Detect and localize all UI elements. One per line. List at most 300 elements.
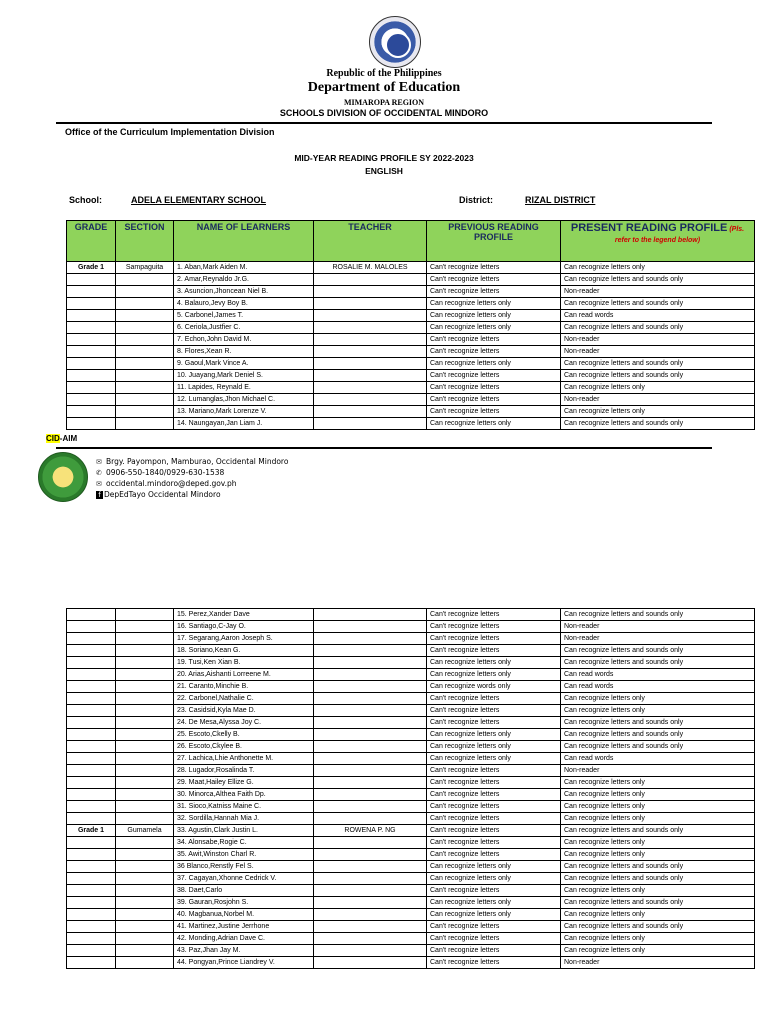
aim-text: -AIM xyxy=(59,434,78,443)
cell-previous-profile: Can recognize letters only xyxy=(427,418,561,430)
cell-present-profile: Can recognize letters and sounds only xyxy=(561,609,755,621)
cell-previous-profile: Can't recognize letters xyxy=(427,813,561,825)
col-present-label: PRESENT READING PROFILE xyxy=(570,222,728,234)
cell-previous-profile: Can't recognize letters xyxy=(427,633,561,645)
cell-learner-name: 15. Perez,Xander Dave xyxy=(174,609,314,621)
cell-present-profile: Can recognize letters only xyxy=(561,777,755,789)
cell-learner-name: 20. Arias,Aishanti Lorreene M. xyxy=(174,669,314,681)
cell-grade xyxy=(67,298,116,310)
cell-previous-profile: Can't recognize letters xyxy=(427,945,561,957)
cell-section xyxy=(116,741,174,753)
cell-previous-profile: Can't recognize letters xyxy=(427,406,561,418)
cell-previous-profile: Can recognize letters only xyxy=(427,909,561,921)
cell-section xyxy=(116,370,174,382)
cell-section xyxy=(116,633,174,645)
cell-previous-profile: Can recognize letters only xyxy=(427,729,561,741)
cell-learner-name: 9. Gaoul,Mark Vince A. xyxy=(174,358,314,370)
cell-teacher xyxy=(314,897,427,909)
cell-previous-profile: Can't recognize letters xyxy=(427,837,561,849)
cell-learner-name: 39. Gauran,Rosjohn S. xyxy=(174,897,314,909)
cell-teacher xyxy=(314,633,427,645)
cell-present-profile: Non-reader xyxy=(561,765,755,777)
cell-teacher xyxy=(314,813,427,825)
cell-grade xyxy=(67,382,116,394)
cell-grade xyxy=(67,717,116,729)
cell-teacher xyxy=(314,765,427,777)
cell-learner-name: 18. Soriano,Kean G. xyxy=(174,645,314,657)
cell-teacher xyxy=(314,346,427,358)
cell-grade xyxy=(67,286,116,298)
cell-previous-profile: Can't recognize letters xyxy=(427,789,561,801)
cell-previous-profile: Can't recognize letters xyxy=(427,957,561,969)
cell-teacher xyxy=(314,274,427,286)
cell-section xyxy=(116,681,174,693)
cell-section xyxy=(116,801,174,813)
cell-teacher xyxy=(314,957,427,969)
division-seal-logo xyxy=(38,452,88,502)
table-row xyxy=(67,933,755,945)
cell-teacher xyxy=(314,753,427,765)
cell-previous-profile: Can't recognize letters xyxy=(427,765,561,777)
cell-present-profile: Can recognize letters and sounds only xyxy=(561,897,755,909)
cell-section xyxy=(116,849,174,861)
cell-present-profile: Can recognize letters only xyxy=(561,945,755,957)
cell-previous-profile: Can't recognize letters xyxy=(427,609,561,621)
table-row xyxy=(67,394,755,406)
cell-previous-profile: Can recognize letters only xyxy=(427,310,561,322)
cell-section xyxy=(116,885,174,897)
report-subject: ENGLISH xyxy=(365,166,403,176)
cell-present-profile: Non-reader xyxy=(561,286,755,298)
table-row xyxy=(67,885,755,897)
cell-learner-name: 25. Escoto,Ckelly B. xyxy=(174,729,314,741)
school-label: School: xyxy=(69,195,102,205)
cell-grade xyxy=(67,777,116,789)
cell-section xyxy=(116,286,174,298)
cell-learner-name: 3. Asuncion,Jhoncean Niel B. xyxy=(174,286,314,298)
cell-grade xyxy=(67,837,116,849)
district-label: District: xyxy=(459,195,494,205)
table-row xyxy=(67,681,755,693)
cell-section xyxy=(116,669,174,681)
cell-learner-name: 22. Carbonel,Nathalie C. xyxy=(174,693,314,705)
cell-present-profile: Can read words xyxy=(561,669,755,681)
col-grade: GRADE xyxy=(67,221,116,262)
cell-learner-name: 21. Caranto,Minchie B. xyxy=(174,681,314,693)
contact-address xyxy=(96,457,288,466)
cell-present-profile: Can recognize letters only xyxy=(561,705,755,717)
cell-present-profile: Can recognize letters and sounds only xyxy=(561,825,755,837)
region-line: MIMAROPA REGION xyxy=(343,98,425,107)
cell-teacher xyxy=(314,609,427,621)
cell-section xyxy=(116,837,174,849)
cell-teacher xyxy=(314,741,427,753)
cell-learner-name: 2. Amar,Reynaldo Jr.G. xyxy=(174,274,314,286)
email-icon: ✉ xyxy=(96,480,102,488)
header-divider xyxy=(56,122,712,124)
cell-section xyxy=(116,897,174,909)
cell-learner-name: 12. Lumanglas,Jhon Michael C. xyxy=(174,394,314,406)
cell-section: Sampaguita xyxy=(116,262,174,274)
cell-section xyxy=(116,394,174,406)
table-row xyxy=(67,633,755,645)
cell-present-profile: Can recognize letters and sounds only xyxy=(561,358,755,370)
cell-grade xyxy=(67,909,116,921)
table-row xyxy=(67,657,755,669)
col-present-note: (Pls. refer to the legend below) xyxy=(614,226,745,244)
cell-learner-name: 31. Sioco,Katniss Maine C. xyxy=(174,801,314,813)
cell-section xyxy=(116,418,174,430)
cell-learner-name: 24. De Mesa,Alyssa Joy C. xyxy=(174,717,314,729)
cell-present-profile: Can recognize letters and sounds only xyxy=(561,657,755,669)
table-row xyxy=(67,298,755,310)
table-row xyxy=(67,286,755,298)
cell-section xyxy=(116,789,174,801)
cell-learner-name: 30. Minorca,Althea Faith Dp. xyxy=(174,789,314,801)
cell-teacher xyxy=(314,717,427,729)
table-row xyxy=(67,861,755,873)
cell-present-profile: Can recognize letters and sounds only xyxy=(561,645,755,657)
cell-section xyxy=(116,609,174,621)
cell-previous-profile: Can't recognize letters xyxy=(427,849,561,861)
cell-section xyxy=(116,861,174,873)
cell-section xyxy=(116,945,174,957)
col-name: NAME OF LEARNERS xyxy=(174,221,314,262)
cell-previous-profile: Can't recognize letters xyxy=(427,933,561,945)
cell-present-profile: Can read words xyxy=(561,310,755,322)
cell-teacher xyxy=(314,861,427,873)
cell-learner-name: 40. Magbanua,Norbel M. xyxy=(174,909,314,921)
table-row xyxy=(67,310,755,322)
cell-grade xyxy=(67,885,116,897)
table-row xyxy=(67,418,755,430)
cell-teacher: ROWENA P. NG xyxy=(314,825,427,837)
cell-grade xyxy=(67,346,116,358)
table-row xyxy=(67,777,755,789)
cell-section xyxy=(116,777,174,789)
cell-section xyxy=(116,921,174,933)
cell-present-profile: Can recognize letters only xyxy=(561,382,755,394)
cell-learner-name: 43. Paz,Jhan Jay M. xyxy=(174,945,314,957)
table-row xyxy=(67,813,755,825)
cell-grade xyxy=(67,945,116,957)
cell-previous-profile: Can recognize letters only xyxy=(427,861,561,873)
cell-grade xyxy=(67,370,116,382)
cell-grade xyxy=(67,873,116,885)
contact-phone xyxy=(96,468,224,477)
deped-seal-logo xyxy=(369,16,421,68)
table-row xyxy=(67,765,755,777)
cell-learner-name: 6. Ceriola,Justfier C. xyxy=(174,322,314,334)
cell-learner-name: 16. Santiago,C-Jay O. xyxy=(174,621,314,633)
cell-section xyxy=(116,274,174,286)
cell-previous-profile: Can't recognize letters xyxy=(427,382,561,394)
cell-present-profile: Can recognize letters and sounds only xyxy=(561,921,755,933)
cell-grade xyxy=(67,801,116,813)
cell-section xyxy=(116,645,174,657)
cell-grade xyxy=(67,645,116,657)
reading-profile-table-page2 xyxy=(66,608,755,969)
cell-section: Gumamela xyxy=(116,825,174,837)
cell-previous-profile: Can't recognize letters xyxy=(427,705,561,717)
cell-teacher xyxy=(314,418,427,430)
table-row xyxy=(67,753,755,765)
cell-previous-profile: Can recognize words only xyxy=(427,681,561,693)
mail-icon: ✉ xyxy=(96,458,102,466)
cell-teacher: ROSALIE M. MALOLES xyxy=(314,262,427,274)
table-row xyxy=(67,382,755,394)
cell-grade xyxy=(67,753,116,765)
cell-learner-name: 13. Mariano,Mark Lorenze V. xyxy=(174,406,314,418)
cell-teacher xyxy=(314,322,427,334)
cell-section xyxy=(116,729,174,741)
table-row xyxy=(67,322,755,334)
cell-previous-profile: Can recognize letters only xyxy=(427,322,561,334)
cell-grade xyxy=(67,406,116,418)
cell-learner-name: 35. Awit,Winston Charl R. xyxy=(174,849,314,861)
cell-grade: Grade 1 xyxy=(67,262,116,274)
cell-teacher xyxy=(314,945,427,957)
table-row xyxy=(67,406,755,418)
cell-teacher xyxy=(314,729,427,741)
cell-grade xyxy=(67,861,116,873)
cell-present-profile: Can recognize letters and sounds only xyxy=(561,729,755,741)
cell-grade xyxy=(67,693,116,705)
cell-section xyxy=(116,873,174,885)
cell-learner-name: 34. Alonsabe,Rogie C. xyxy=(174,837,314,849)
cell-teacher xyxy=(314,370,427,382)
cell-grade xyxy=(67,358,116,370)
cell-teacher xyxy=(314,621,427,633)
contact-email xyxy=(96,479,237,488)
facebook-text: DepEdTayo Occidental Mindoro xyxy=(104,490,221,499)
table-row xyxy=(67,897,755,909)
cell-teacher xyxy=(314,310,427,322)
cell-previous-profile: Can't recognize letters xyxy=(427,645,561,657)
cell-present-profile: Can recognize letters only xyxy=(561,801,755,813)
table-row xyxy=(67,370,755,382)
cell-grade xyxy=(67,621,116,633)
table-row xyxy=(67,789,755,801)
cell-present-profile: Can recognize letters and sounds only xyxy=(561,274,755,286)
cell-section xyxy=(116,753,174,765)
cell-section xyxy=(116,621,174,633)
cell-previous-profile: Can't recognize letters xyxy=(427,921,561,933)
cell-teacher xyxy=(314,669,427,681)
report-title: MID-YEAR READING PROFILE SY 2022-2023 xyxy=(294,153,474,163)
table-row xyxy=(67,621,755,633)
table-row xyxy=(67,873,755,885)
table-row xyxy=(67,921,755,933)
cell-previous-profile: Can recognize letters only xyxy=(427,753,561,765)
cell-learner-name: 8. Flores,Xean R. xyxy=(174,346,314,358)
republic-line: Republic of the Philippines xyxy=(326,68,442,79)
cell-previous-profile: Can't recognize letters xyxy=(427,346,561,358)
cell-present-profile: Can recognize letters and sounds only xyxy=(561,418,755,430)
cell-present-profile: Can recognize letters only xyxy=(561,837,755,849)
cell-teacher xyxy=(314,406,427,418)
cell-grade xyxy=(67,322,116,334)
cell-grade xyxy=(67,274,116,286)
cell-grade xyxy=(67,418,116,430)
table-row xyxy=(67,262,755,274)
cell-learner-name: 41. Martinez,Justine Jerrhone xyxy=(174,921,314,933)
cell-teacher xyxy=(314,681,427,693)
cell-present-profile: Can recognize letters only xyxy=(561,406,755,418)
cell-section xyxy=(116,693,174,705)
cell-teacher xyxy=(314,286,427,298)
cell-teacher xyxy=(314,837,427,849)
cell-grade xyxy=(67,669,116,681)
col-section: SECTION xyxy=(116,221,174,262)
cell-teacher xyxy=(314,933,427,945)
table-row xyxy=(67,801,755,813)
school-value: ADELA ELEMENTARY SCHOOL xyxy=(131,195,267,205)
cell-previous-profile: Can recognize letters only xyxy=(427,741,561,753)
cell-present-profile: Can recognize letters and sounds only xyxy=(561,873,755,885)
cell-grade xyxy=(67,921,116,933)
cell-previous-profile: Can't recognize letters xyxy=(427,693,561,705)
col-teacher: TEACHER xyxy=(314,221,427,262)
cell-section xyxy=(116,813,174,825)
cell-learner-name: 38. Daet,Carlo xyxy=(174,885,314,897)
facebook-icon: f xyxy=(96,491,103,499)
cell-learner-name: 44. Pongyan,Prince Liandrey V. xyxy=(174,957,314,969)
cell-present-profile: Non-reader xyxy=(561,621,755,633)
cell-present-profile: Non-reader xyxy=(561,394,755,406)
cell-grade xyxy=(67,957,116,969)
table-row xyxy=(67,741,755,753)
cell-learner-name: 33. Agustin,Clark Justin L. xyxy=(174,825,314,837)
phone-text: 0906-550-1840/0929-630-1538 xyxy=(106,468,225,477)
cell-teacher xyxy=(314,693,427,705)
cell-previous-profile: Can't recognize letters xyxy=(427,334,561,346)
cell-grade xyxy=(67,933,116,945)
cell-previous-profile: Can recognize letters only xyxy=(427,657,561,669)
cell-previous-profile: Can't recognize letters xyxy=(427,621,561,633)
cell-previous-profile: Can't recognize letters xyxy=(427,370,561,382)
cell-present-profile: Non-reader xyxy=(561,346,755,358)
district-value: RIZAL DISTRICT xyxy=(525,195,596,205)
cell-grade xyxy=(67,741,116,753)
cell-previous-profile: Can't recognize letters xyxy=(427,885,561,897)
cell-teacher xyxy=(314,334,427,346)
cell-learner-name: 32. Sordilla,Hannah Mia J. xyxy=(174,813,314,825)
cell-present-profile: Can recognize letters and sounds only xyxy=(561,741,755,753)
cell-previous-profile: Can't recognize letters xyxy=(427,286,561,298)
cell-section xyxy=(116,346,174,358)
department-title: Department of Education xyxy=(307,80,461,95)
cell-previous-profile: Can't recognize letters xyxy=(427,717,561,729)
cell-grade xyxy=(67,394,116,406)
cell-learner-name: 10. Juayang,Mark Deniel S. xyxy=(174,370,314,382)
cell-present-profile: Can recognize letters and sounds only xyxy=(561,861,755,873)
cell-learner-name: 1. Aban,Mark Aiden M. xyxy=(174,262,314,274)
table-row xyxy=(67,717,755,729)
col-present xyxy=(561,221,755,262)
cell-previous-profile: Can't recognize letters xyxy=(427,825,561,837)
cell-learner-name: 5. Carbonel,James T. xyxy=(174,310,314,322)
cell-grade xyxy=(67,633,116,645)
cell-previous-profile: Can recognize letters only xyxy=(427,873,561,885)
cell-section xyxy=(116,322,174,334)
cell-present-profile: Can recognize letters only xyxy=(561,813,755,825)
cell-learner-name: 14. Naungayan,Jan Liam J. xyxy=(174,418,314,430)
cid-aim-label xyxy=(46,434,77,443)
cell-grade xyxy=(67,681,116,693)
cell-learner-name: 36 Blanco,Renstly Fel S. xyxy=(174,861,314,873)
cell-teacher xyxy=(314,382,427,394)
cell-learner-name: 37. Cagayan,Xhonne Cedrick V. xyxy=(174,873,314,885)
cell-section xyxy=(116,957,174,969)
table-row xyxy=(67,334,755,346)
cell-teacher xyxy=(314,789,427,801)
cell-learner-name: 11. Lapides, Reynald E. xyxy=(174,382,314,394)
cell-present-profile: Can recognize letters and sounds only xyxy=(561,322,755,334)
cell-previous-profile: Can recognize letters only xyxy=(427,298,561,310)
cell-grade xyxy=(67,705,116,717)
cell-section xyxy=(116,382,174,394)
cell-learner-name: 19. Tusi,Ken Xian B. xyxy=(174,657,314,669)
table-row xyxy=(67,957,755,969)
cell-present-profile: Can read words xyxy=(561,753,755,765)
table-row xyxy=(67,358,755,370)
cell-section xyxy=(116,358,174,370)
cell-grade xyxy=(67,310,116,322)
cell-previous-profile: Can recognize letters only xyxy=(427,897,561,909)
cell-present-profile: Non-reader xyxy=(561,633,755,645)
cell-teacher xyxy=(314,921,427,933)
cid-highlight: CID xyxy=(46,434,60,443)
cell-present-profile: Non-reader xyxy=(561,334,755,346)
cell-teacher xyxy=(314,873,427,885)
table-row xyxy=(67,346,755,358)
cell-teacher xyxy=(314,657,427,669)
cell-present-profile: Can recognize letters only xyxy=(561,693,755,705)
cell-grade xyxy=(67,334,116,346)
contact-facebook[interactable] xyxy=(96,490,221,499)
cell-present-profile: Non-reader xyxy=(561,957,755,969)
table-row xyxy=(67,825,755,837)
table-row xyxy=(67,849,755,861)
cell-section xyxy=(116,298,174,310)
cell-grade xyxy=(67,729,116,741)
cell-teacher xyxy=(314,358,427,370)
table-row xyxy=(67,693,755,705)
cell-present-profile: Can recognize letters only xyxy=(561,933,755,945)
reading-profile-table-page1 xyxy=(66,220,755,430)
cell-learner-name: 42. Monding,Adrian Dave C. xyxy=(174,933,314,945)
cell-teacher xyxy=(314,705,427,717)
cell-learner-name: 26. Escoto,Ckylee B. xyxy=(174,741,314,753)
cell-previous-profile: Can't recognize letters xyxy=(427,262,561,274)
table-row xyxy=(67,945,755,957)
table-row xyxy=(67,609,755,621)
cell-teacher xyxy=(314,909,427,921)
cell-learner-name: 28. Lugador,Rosalinda T. xyxy=(174,765,314,777)
cell-present-profile: Can read words xyxy=(561,681,755,693)
table-row xyxy=(67,274,755,286)
address-text: Brgy. Payompon, Mamburao, Occidental Mindoro xyxy=(106,457,289,466)
cell-teacher xyxy=(314,394,427,406)
cell-grade xyxy=(67,609,116,621)
email-text: occidental.mindoro@deped.gov.ph xyxy=(106,479,237,488)
cell-grade xyxy=(67,789,116,801)
cell-previous-profile: Can't recognize letters xyxy=(427,777,561,789)
cell-learner-name: 4. Balauro,Jevy Boy B. xyxy=(174,298,314,310)
cell-grade xyxy=(67,849,116,861)
table-row xyxy=(67,729,755,741)
